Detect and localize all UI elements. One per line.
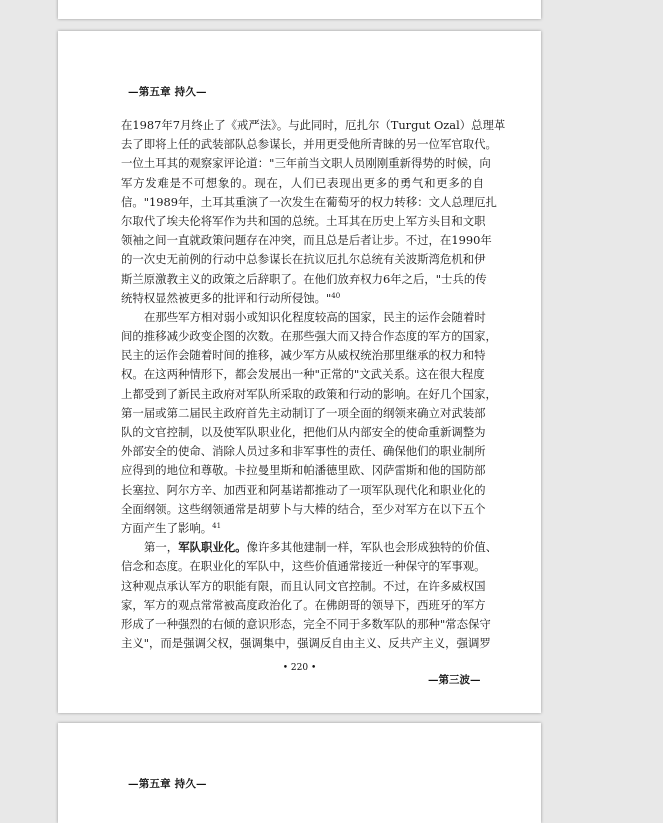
text-line: 统特权显然被更多的批评和行动所侵蚀。": [121, 290, 332, 305]
text-line: 的一次史无前例的行动中总参谋长在抗议厄扎尔总统有关波斯湾危机和伊: [121, 252, 486, 267]
text-line: 权。在这两种情形下，都会发展出一种"正常的"文武关系。这在很大程度: [121, 367, 485, 382]
text-line-last: [121, 289, 484, 308]
section-heading-inline: 军队职业化。: [178, 540, 247, 555]
text-line: 全面纲领。这些纲领通常是胡萝卜与大棒的结合，至少对军方在以下五个: [121, 501, 486, 516]
text-line-last: [121, 519, 484, 538]
running-head: —第五章 持久—: [128, 778, 207, 790]
text-line: 去了即将上任的武装部队总参谋长，并用更受他所青睐的另一位军官取代。: [121, 137, 497, 152]
text-line: 长塞拉、阿尔方辛、加西亚和阿基诺都推动了一项军队现代化和职业化的: [121, 482, 486, 497]
text-line: 间的推移减少政变企图的次数。在那些强大而又持合作态度的军方的国家，: [121, 329, 497, 344]
text-line: 在1987年7月终止了《戒严法》。与此同时，厄扎尔（Turgut Ozal）总理革: [121, 118, 506, 132]
footnote-marker: 40: [331, 291, 341, 300]
text-line: 形成了一种强烈的右倾的意识形态，完全不同于多数军队的那种"常态保守: [121, 616, 491, 631]
text-line: 家，军方的观点常常被高度政治化了。在佛朗哥的领导下，西班牙的军方: [121, 597, 486, 612]
text-line: 信。"1989年，土耳其重演了一次发生在葡萄牙的权力转移：文人总理厄扎: [121, 194, 497, 209]
paragraph-2: [121, 308, 497, 538]
body-text: [121, 116, 506, 653]
text-line: 第一届或第二届民主政府首先主动制订了一项全面的纲领来确立对武装部: [121, 405, 486, 420]
running-head: —第五章 持久—: [128, 86, 207, 98]
text-line-first: [121, 538, 498, 557]
page-number: • 220 •: [282, 663, 317, 673]
text-line: 主义"，而是强调父权，强调集中，强调反自由主义、反共产主义，强调罗: [121, 636, 491, 651]
running-foot: —第三波—: [428, 674, 481, 686]
text-line: 军方发难是不可想象的。现在，人们已表现出更多的勇气和更多的自: [121, 175, 484, 190]
text-line: 领袖之间一直就政策问题存在冲突，而且总是后者让步。不过，在1990年: [121, 233, 492, 248]
footnote-marker: 41: [212, 521, 222, 530]
previous-page: [58, 0, 541, 19]
current-page: [58, 31, 541, 713]
text-line: 上都受到了新民主政府对军队所采取的政策和行动的影响。在好几个国家，: [121, 386, 497, 401]
text-line: 民主的运作会随着时间的推移，减少军方从威权统治那里继承的权力和特: [121, 348, 486, 363]
paragraph-1: [121, 116, 506, 308]
text-line: 方面产生了影响。: [121, 520, 213, 535]
text-line: 一位土耳其的观察家评论道："三年前当文职人员刚刚重新得势的时候，向: [121, 156, 491, 171]
paragraph-lead: 第一，: [144, 540, 179, 555]
next-page: [58, 723, 541, 823]
text-line: 这种观点承认军方的职能有限，而且认同文官控制。不过，在许多威权国: [121, 578, 486, 593]
paragraph-3: [121, 538, 498, 653]
text-line: 斯兰原激教主义的政策之后辞职了。在他们放弃权力6年之后，"士兵的传: [121, 271, 487, 286]
text-line: 像许多其他建制一样，军队也会形成独特的价值、: [246, 540, 498, 555]
text-line: 尔取代了埃夫伦将军作为共和国的总统。土耳其在历史上军方头目和文职: [121, 213, 486, 228]
text-line: 外部安全的使命、消除人员过多和非军事性的责任、确保他们的职业制所: [121, 444, 486, 459]
text-line: 信念和态度。在职业化的军队中，这些价值通常接近一种保守的军事观。: [121, 559, 486, 574]
text-line: 应得到的地位和尊敬。卡拉曼里斯和帕潘德里欧、冈萨雷斯和他的国防部: [121, 463, 486, 478]
text-line: 队的文官控制，以及使军队职业化，把他们从内部安全的使命重新调整为: [121, 425, 486, 439]
text-line: 在那些军方相对弱小或知识化程度较高的国家，民主的运作会随着时: [144, 309, 486, 324]
